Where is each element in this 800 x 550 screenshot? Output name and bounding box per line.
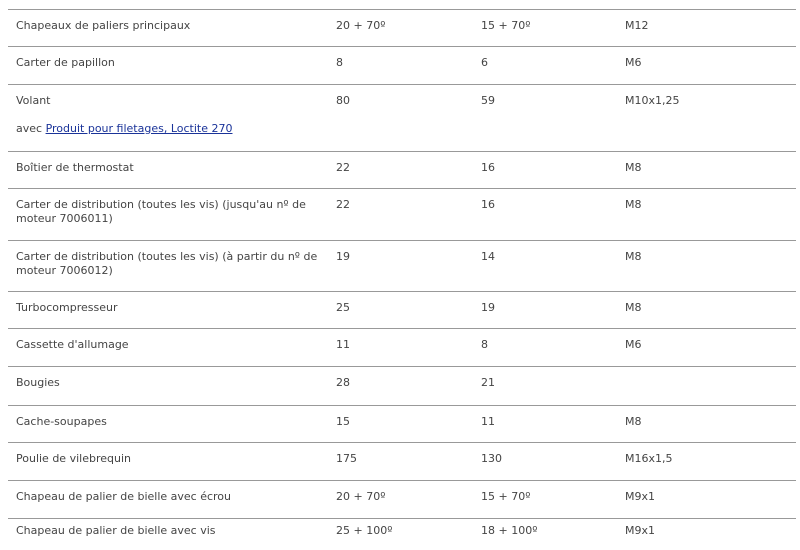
thread-size: M8 (625, 301, 642, 314)
torque-value-primary: 19 (336, 250, 350, 263)
thread-size: M8 (625, 161, 642, 174)
table-row (8, 240, 796, 291)
torque-spec-table (8, 0, 796, 539)
torque-value-primary: 8 (336, 56, 343, 69)
component-name: Carter de papillon (16, 56, 115, 69)
component-name: Chapeau de palier de bielle avec vis (16, 524, 216, 537)
component-name: Carter de distribution (toutes les vis) (à partir du nº de moteur 7006012) (16, 250, 318, 277)
torque-value-secondary: 16 (481, 198, 495, 211)
torque-value-primary: 28 (336, 376, 350, 389)
table-row (8, 9, 796, 46)
loctite-product-link[interactable]: Produit pour filetages, Loctite 270 (45, 122, 233, 135)
torque-value-secondary: 11 (481, 415, 495, 428)
torque-value-secondary: 16 (481, 161, 495, 174)
torque-value-primary: 80 (336, 94, 350, 107)
row-note (16, 122, 232, 136)
torque-value-secondary: 21 (481, 376, 495, 389)
thread-size: M8 (625, 415, 642, 428)
thread-size: M10x1,25 (625, 94, 680, 107)
note-prefix: avec (16, 122, 46, 135)
thread-size: M6 (625, 56, 642, 69)
component-name: Chapeaux de paliers principaux (16, 19, 191, 32)
component-name: Carter de distribution (toutes les vis) (jusqu'au nº de moteur 7006011) (16, 198, 306, 225)
torque-value-primary: 15 (336, 415, 350, 428)
thread-size: M8 (625, 198, 642, 211)
torque-value-primary: 20 + 70º (336, 19, 386, 32)
component-name: Turbocompresseur (16, 301, 118, 314)
torque-value-secondary: 130 (481, 452, 502, 465)
table-row (8, 291, 796, 328)
component-name: Volant (16, 94, 51, 107)
torque-value-primary: 22 (336, 198, 350, 211)
torque-value-secondary: 14 (481, 250, 495, 263)
torque-value-secondary: 6 (481, 56, 488, 69)
component-name: Cassette d'allumage (16, 338, 129, 351)
torque-value-primary: 175 (336, 452, 357, 465)
torque-value-secondary: 15 + 70º (481, 490, 531, 503)
torque-value-secondary: 59 (481, 94, 495, 107)
torque-value-primary: 11 (336, 338, 350, 351)
torque-value-primary: 22 (336, 161, 350, 174)
table-row (8, 518, 796, 548)
thread-size: M9x1 (625, 524, 655, 537)
torque-value-primary: 20 + 70º (336, 490, 386, 503)
thread-size: M16x1,5 (625, 452, 673, 465)
table-row (8, 328, 796, 366)
thread-size: M12 (625, 19, 649, 32)
table-row (8, 84, 796, 151)
torque-value-secondary: 8 (481, 338, 488, 351)
torque-value-secondary: 19 (481, 301, 495, 314)
table-row (8, 46, 796, 84)
table-row (8, 188, 796, 240)
table-row (8, 405, 796, 442)
torque-value-primary: 25 (336, 301, 350, 314)
table-row (8, 151, 796, 188)
torque-value-secondary: 18 + 100º (481, 524, 538, 537)
thread-size: M8 (625, 250, 642, 263)
thread-size: M9x1 (625, 490, 655, 503)
thread-size: M6 (625, 338, 642, 351)
table-row (8, 366, 796, 405)
component-name: Poulie de vilebrequin (16, 452, 131, 465)
torque-value-primary: 25 + 100º (336, 524, 393, 537)
torque-value-secondary: 15 + 70º (481, 19, 531, 32)
table-row (8, 442, 796, 480)
component-name: Chapeau de palier de bielle avec écrou (16, 490, 232, 503)
component-name: Cache-soupapes (16, 415, 107, 428)
component-name: Bougies (16, 376, 60, 389)
component-name: Boîtier de thermostat (16, 161, 134, 174)
table-row (8, 480, 796, 518)
